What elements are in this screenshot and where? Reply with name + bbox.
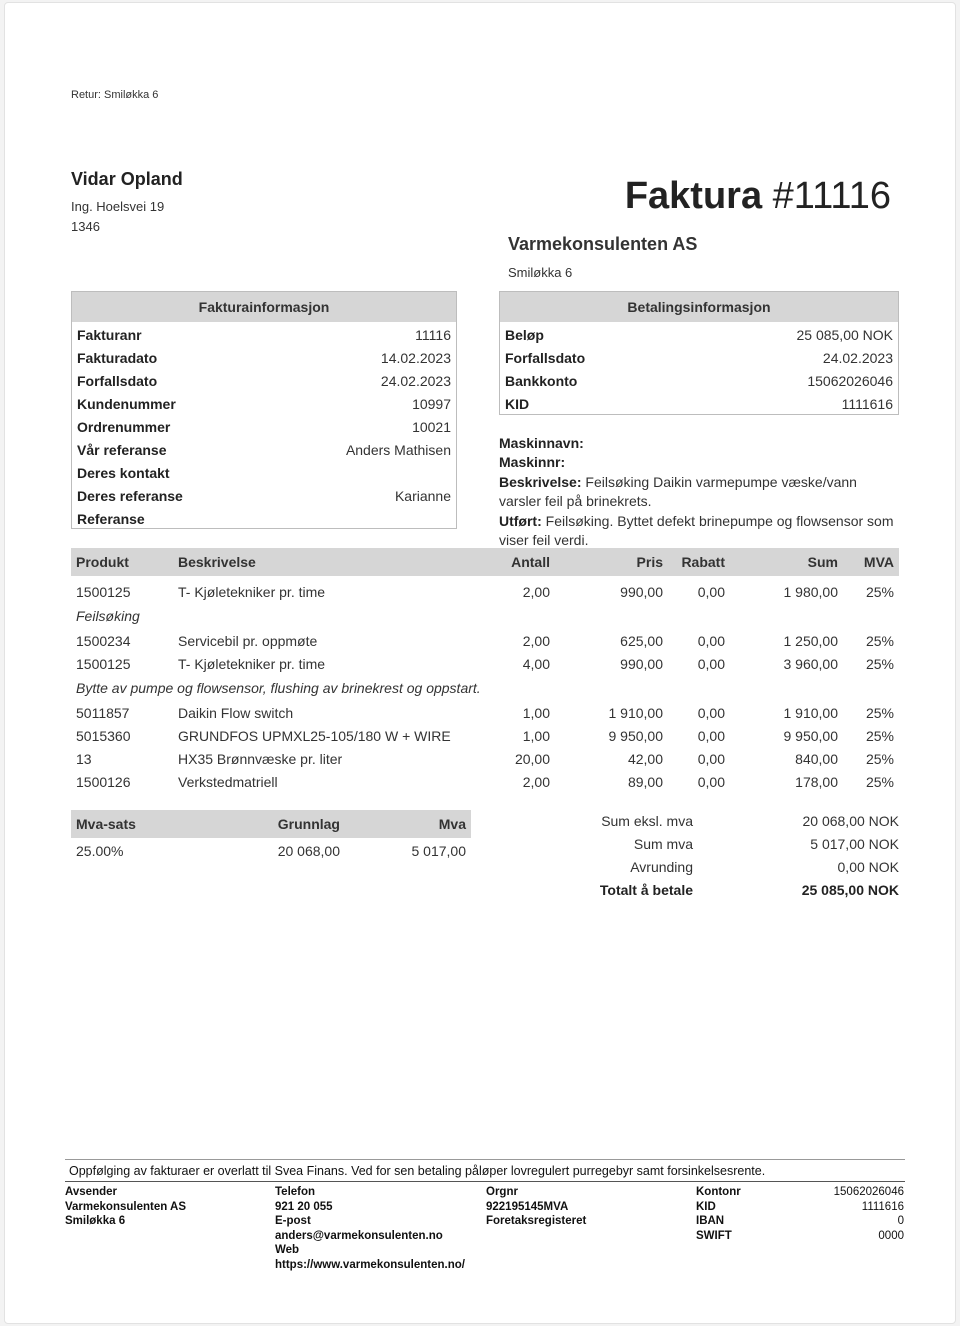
col-antall: Antall xyxy=(483,548,555,576)
description-label: Beskrivelse: xyxy=(499,473,582,490)
table-row: 1500125 T- Kjøletekniker pr. time 4,00 990,00 0,00 3 960,00 25% xyxy=(76,655,894,672)
footer-bank: Kontonr 15062026046 KID 1111616 IBAN 0 SWIFT 0000 xyxy=(696,1186,904,1242)
totals xyxy=(565,810,899,902)
machine-description xyxy=(499,434,899,550)
machine-nr-label: Maskinnr: xyxy=(499,454,566,471)
info-row-fakturadato: Fakturadato 14.02.2023 xyxy=(77,350,451,366)
items-header-row xyxy=(71,548,899,576)
table-row: 1500126 Verkstedmatriell 2,00 89,00 0,00 178,00 25% xyxy=(76,773,894,790)
payment-info-box xyxy=(499,291,899,415)
col-produkt: Produkt xyxy=(71,548,173,576)
machine-name-label: Maskinnavn: xyxy=(499,435,584,451)
vat-header-row xyxy=(71,810,471,838)
vat-col-sats: Mva-sats xyxy=(71,810,205,838)
info-row-ordrenummer: Ordrenummer 10021 xyxy=(77,419,451,435)
info-row-forfallsdato: Forfallsdato 24.02.2023 xyxy=(77,373,451,389)
invoice-title xyxy=(625,175,891,218)
total-avrunding: Avrunding 0,00 NOK xyxy=(630,859,899,875)
pay-row-forfallsdato: Forfallsdato 24.02.2023 xyxy=(505,350,893,366)
info-row-fakturanr: Fakturanr 11116 xyxy=(77,327,451,343)
item-note: Feilsøking xyxy=(76,608,140,624)
vat-col-grunnlag: Grunnlag xyxy=(205,810,345,838)
footer-sender: Avsender Varmekonsulenten AS Smiløkka 6 xyxy=(65,1186,187,1227)
col-beskrivelse: Beskrivelse xyxy=(173,548,483,576)
info-row-kundenummer: Kundenummer 10997 xyxy=(77,396,451,412)
info-row-deres-kontakt: Deres kontakt xyxy=(77,465,170,481)
done-label: Utført: xyxy=(499,512,542,529)
footer-orgnr: Orgnr 922195145MVA Foretaksregisteret xyxy=(486,1186,587,1227)
info-row-referanse: Referanse xyxy=(77,511,145,527)
pay-row-bankkonto: Bankkonto 15062026046 xyxy=(505,373,893,389)
total-to-pay: Totalt å betale 25 085,00 NOK xyxy=(599,882,899,898)
footer-web-link[interactable]: https://www.varmekonsulenten.no/ xyxy=(275,1258,465,1271)
vat-row: 25.00% 20 068,00 5 017,00 xyxy=(76,843,466,859)
company-address: Smiløkka 6 xyxy=(508,265,573,280)
table-row: 1500125 T- Kjøletekniker pr. time 2,00 990,00 0,00 1 980,00 25% xyxy=(76,583,894,600)
title-number: #11116 xyxy=(772,175,891,217)
pay-row-kid: KID 1111616 xyxy=(505,396,893,412)
footer-contact: Telefon 921 20 055 E-post anders@varmekonsulenten.no Web https://www.varmekonsulenten.no/ xyxy=(275,1185,480,1272)
company-name: Varmekonsulenten AS xyxy=(508,234,698,254)
done-text: Feilsøking. Byttet defekt brinepumpe og flowsensor som viser feil verdi. xyxy=(499,512,894,549)
title-word: Faktura xyxy=(624,175,763,217)
table-row: 5011857 Daikin Flow switch 1,00 1 910,00 0,00 1 910,00 25% xyxy=(76,704,894,721)
table-row: 1500234 Servicebil pr. oppmøte 2,00 625,00 0,00 1 250,00 25% xyxy=(76,632,894,649)
invoice-page xyxy=(4,2,956,1324)
col-pris: Pris xyxy=(555,548,668,576)
col-rabatt: Rabatt xyxy=(668,548,730,576)
items-table xyxy=(71,548,899,793)
customer-postcode: 1346 xyxy=(71,219,100,234)
total-sum-mva: Sum mva 5 017,00 NOK xyxy=(633,836,899,852)
col-mva: MVA xyxy=(843,548,899,576)
col-sum: Sum xyxy=(730,548,843,576)
footer-email-link[interactable]: anders@varmekonsulenten.no xyxy=(275,1229,443,1242)
customer-name: Vidar Opland xyxy=(71,169,183,189)
vat-col-mva: Mva xyxy=(345,810,471,838)
vat-table xyxy=(71,810,471,864)
table-row: 13 HX35 Brønnvæske pr. liter 20,00 42,00 0,00 840,00 25% xyxy=(76,750,894,767)
pay-row-belop: Beløp 25 085,00 NOK xyxy=(505,327,893,343)
customer-address: Ing. Hoelsvei 19 xyxy=(71,199,165,214)
invoice-info-heading: Fakturainformasjon xyxy=(72,292,456,322)
description-text: Feilsøking Daikin varmepumpe væske/vann varsler feil på brinekrets. xyxy=(499,473,857,510)
payment-info-heading: Betalingsinformasjon xyxy=(500,292,898,322)
footer-note: Oppfølging av fakturaer er overlatt til Svea Finans. Ved for sen betaling påløper lovregulert purregebyr samt forsinkelsesrente. xyxy=(65,1159,905,1182)
invoice-info-box xyxy=(71,291,457,529)
item-note: Bytte av pumpe og flowsensor, flushing av brinekrest og oppstart. xyxy=(76,680,481,696)
table-row: 5015360 GRUNDFOS UPMXL25-105/180 W + WIRE 1,00 9 950,00 0,00 9 950,00 25% xyxy=(76,727,894,744)
return-address: Retur: Smiløkka 6 xyxy=(71,89,159,101)
total-sum-eksl: Sum eksl. mva 20 068,00 NOK xyxy=(601,813,899,829)
info-row-deres-referanse: Deres referanse Karianne xyxy=(77,488,451,504)
info-row-var-referanse: Vår referanse Anders Mathisen xyxy=(77,442,451,458)
